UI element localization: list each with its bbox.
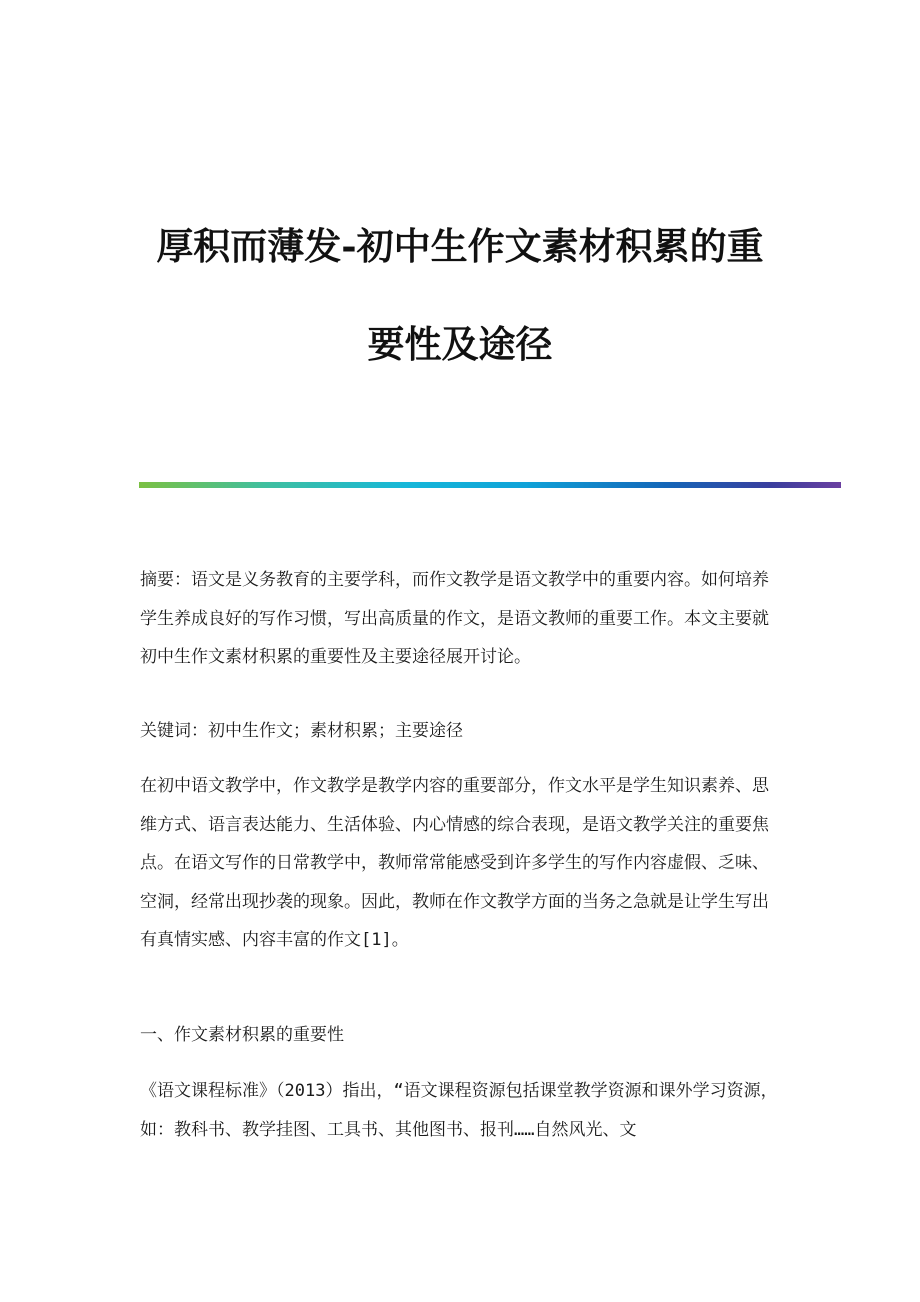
curriculum-standard-paragraph: 《语文课程标准》（2013）指出，“语文课程资源包括课堂教学资源和课外学习资源，如：教科书、教学挂图、工具书、其他图书、报刊……自然风光、文 (140, 1081, 778, 1140)
document-title-line-1: 厚积而薄发-初中生作文素材积累的重 (156, 224, 764, 268)
gradient-divider (139, 482, 841, 488)
intro-paragraph: 在初中语文教学中，作文教学是教学内容的重要部分，作文水平是学生知识素养、思维方式、语言表达能力、生活体验、内心情感的综合表现，是语文教学关注的重要焦点。在语文写作的日常教学中，教师常常能感受到许多学生的写作内容虚假、乏味、空洞，经常出现抄袭的现象。因此，教师在作文教学方面的当务之急就是让学生写出有真情实感、内容丰富的作文[1]。 (140, 776, 769, 950)
document-title-line-2: 要性及途径 (367, 322, 553, 366)
section-heading: 一、作文素材积累的重要性 (140, 1025, 344, 1045)
keywords-paragraph: 关键词：初中生作文；素材积累；主要途径 (140, 721, 463, 741)
abstract-paragraph: 摘要：语文是义务教育的主要学科，而作文教学是语文教学中的重要内容。如何培养学生养成良好的写作习惯，写出高质量的作文，是语文教师的重要工作。本文主要就初中生作文素材积累的重要性及主要途径展开讨论。 (140, 570, 769, 667)
